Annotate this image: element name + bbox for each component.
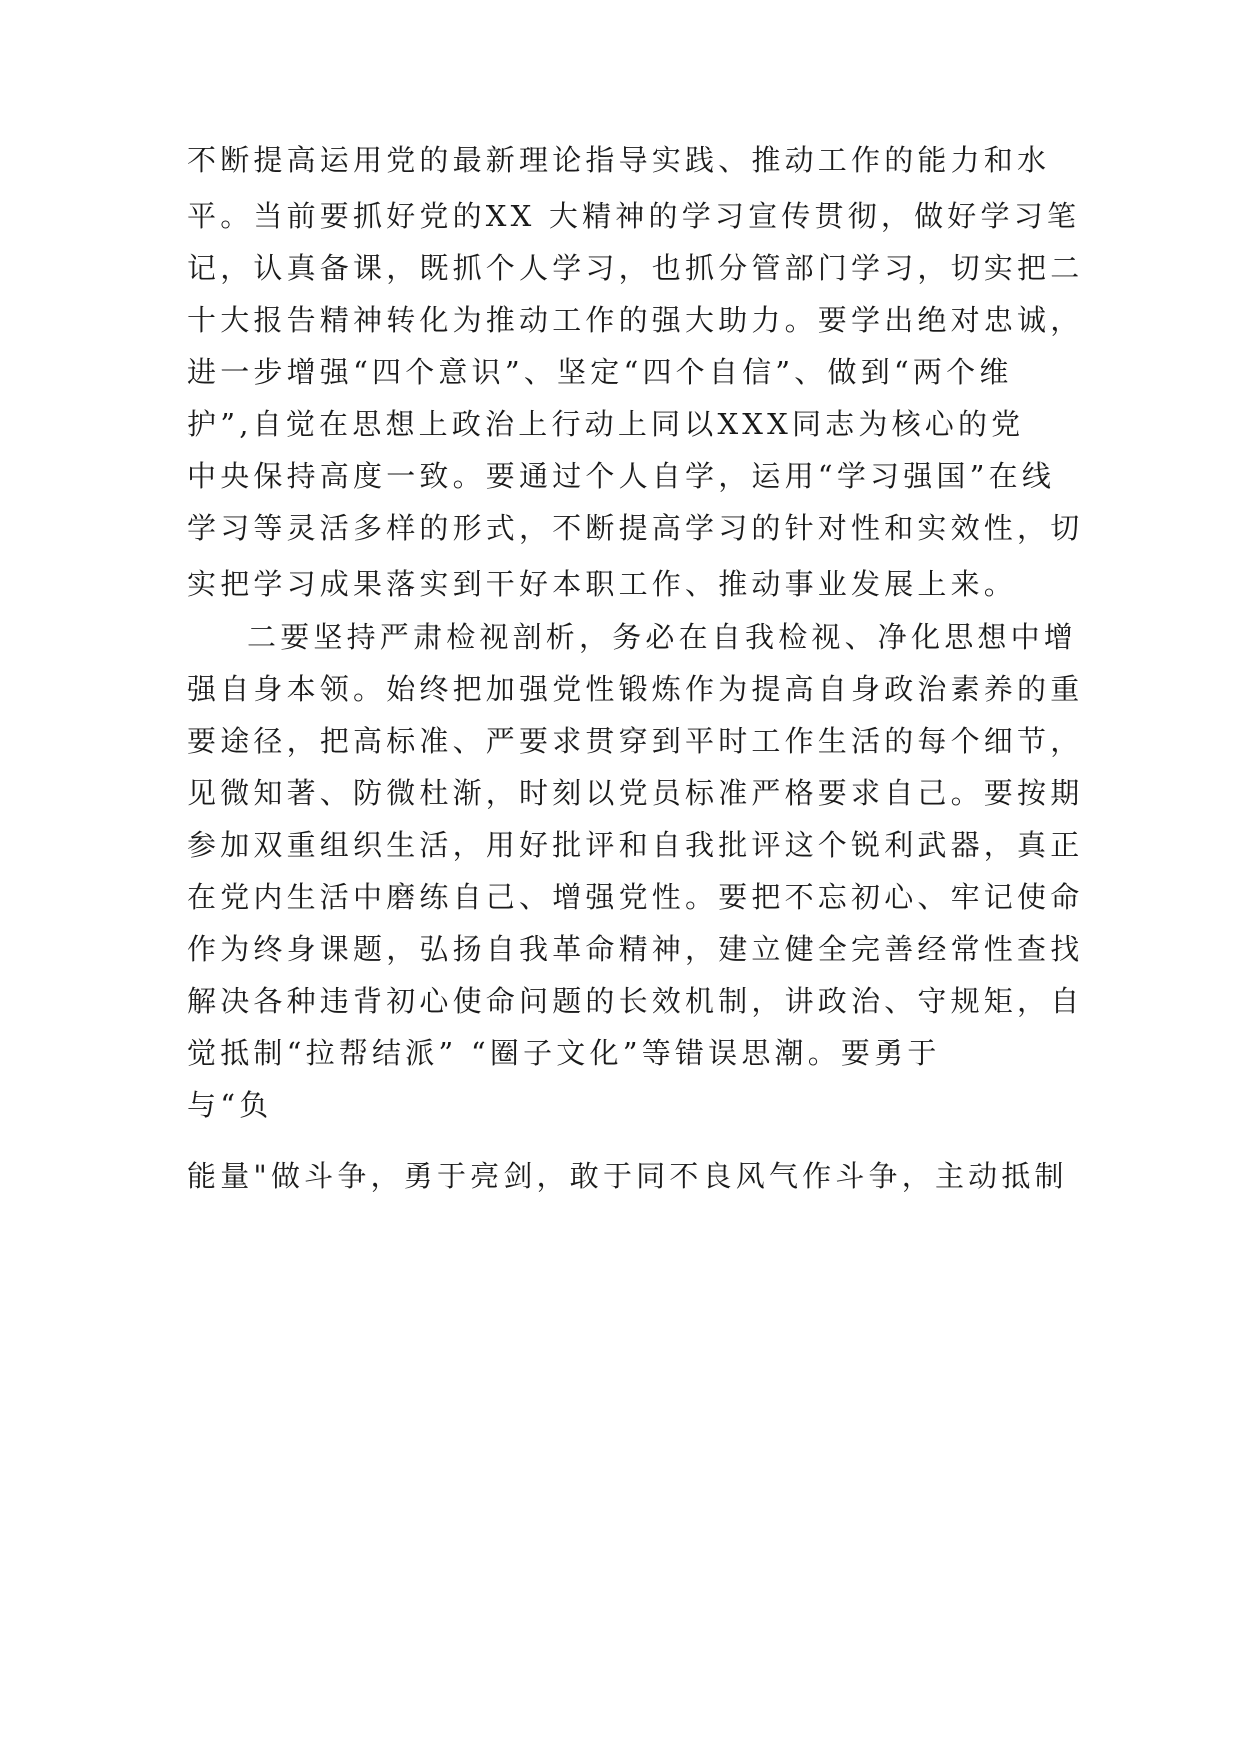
body-text-line: 要途径，把高标准、严要求贯穿到平时工作生活的每个细节， bbox=[187, 724, 1084, 758]
paragraph-first-line: 二要坚持严肃检视剖析，务必在自我检视、净化思想中增 bbox=[247, 620, 1078, 654]
body-text-line: 学习等灵活多样的形式，不断提高学习的针对性和实效性，切 bbox=[187, 511, 1084, 545]
body-text-line: 实把学习成果落实到干好本职工作、推动事业发展上来。 bbox=[187, 567, 1018, 601]
body-text-line: 进一步增强“四个意识”、坚定“四个自信”、做到“两个维 bbox=[187, 355, 1013, 389]
body-text-line: 能量"做斗争，勇于亮剑，敢于同不良风气作斗争，主动抵制 bbox=[187, 1159, 1068, 1193]
body-text-line: 解决各种违背初心使命问题的长效机制，讲政治、守规矩，自 bbox=[187, 984, 1084, 1018]
body-text-line: 不断提高运用党的最新理论指导实践、推动工作的能力和水 bbox=[187, 143, 1051, 177]
body-text-line: 中央保持高度一致。要通过个人自学，运用“学习强国”在线 bbox=[187, 459, 1056, 493]
body-text-line: 与“负 bbox=[187, 1088, 273, 1122]
body-text-line: 十大报告精神转化为推动工作的强大助力。要学出绝对忠诚， bbox=[187, 303, 1084, 337]
body-text-line: 护”,自觉在思想上政治上行动上同以XXX同志为核心的党 bbox=[187, 407, 1025, 441]
body-text-line: 见微知著、防微杜渐，时刻以党员标准严格要求自己。要按期 bbox=[187, 776, 1084, 810]
body-text-line: 强自身本领。始终把加强党性锻炼作为提高自身政治素养的重 bbox=[187, 672, 1084, 706]
body-text-line: 参加双重组织生活，用好批评和自我批评这个锐利武器，真正 bbox=[187, 828, 1084, 862]
body-text-line: 觉抵制“拉帮结派” “圈子文化”等错误思潮。要勇于 bbox=[187, 1036, 941, 1070]
body-text-line: 记，认真备课，既抓个人学习，也抓分管部门学习，切实把二 bbox=[187, 251, 1084, 285]
body-text-line: 作为终身课题，弘扬自我革命精神，建立健全完善经常性查找 bbox=[187, 932, 1084, 966]
body-text-line: 平。当前要抓好党的XX 大精神的学习宣传贯彻，做好学习笔 bbox=[187, 199, 1081, 233]
body-text-line: 在党内生活中磨练自己、增强党性。要把不忘初心、牢记使命 bbox=[187, 880, 1084, 914]
